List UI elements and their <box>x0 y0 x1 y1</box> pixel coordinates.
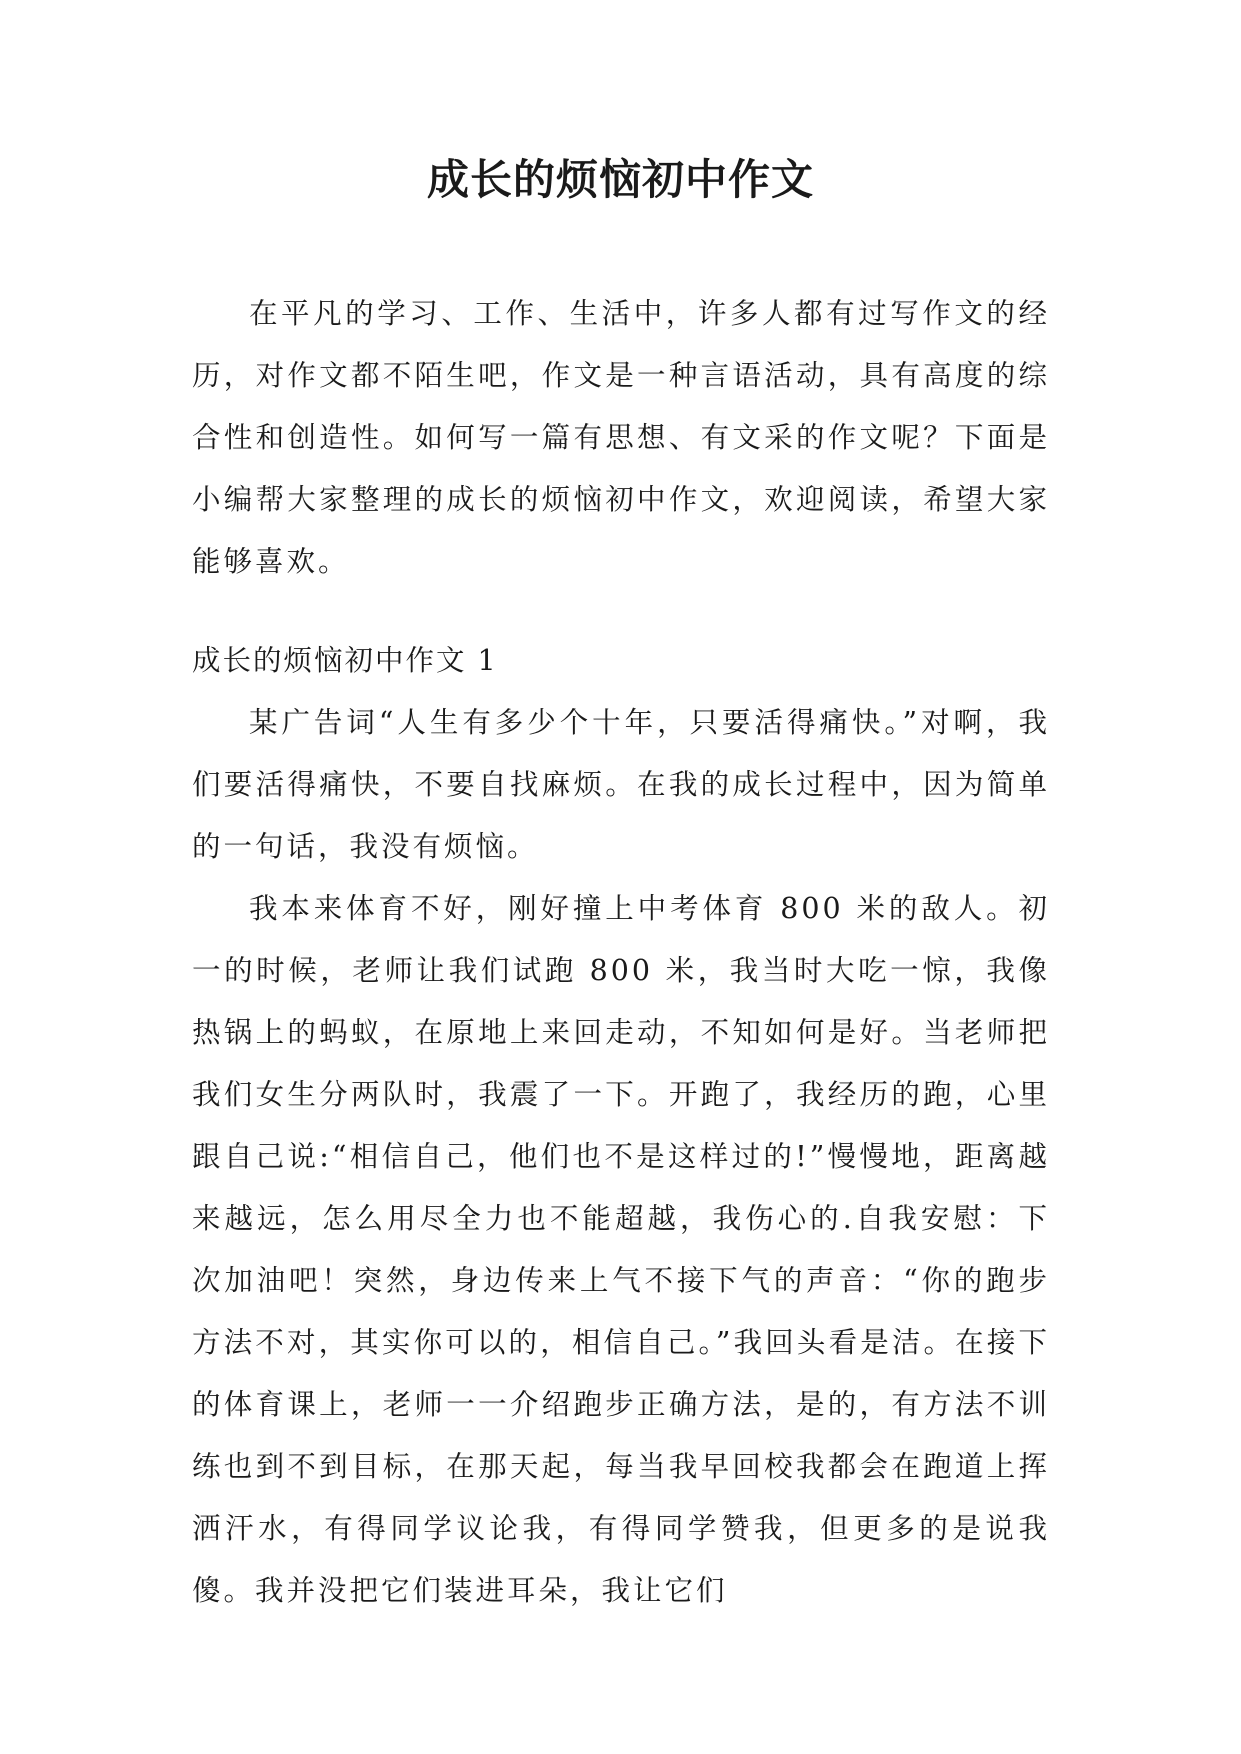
intro-section <box>192 283 1050 593</box>
essay-paragraph: 某广告词“人生有多少个十年，只要活得痛快。”对啊，我们要活得痛快，不要自找麻烦。在我的成长过程中，因为简单的一句话，我没有烦恼。 <box>192 706 1050 863</box>
document-title: 成长的烦恼初中作文 <box>426 155 814 204</box>
section-heading: 成长的烦恼初中作文 1 <box>192 644 498 677</box>
essay-body <box>192 692 1050 1622</box>
essay-paragraph: 我本来体育不好，刚好撞上中考体育 800 米的敌人。初一的时候，老师让我们试跑 800 米，我当时大吃一惊，我像热锅上的蚂蚁，在原地上来回走动，不知如何是好。当老师把我们女生分两队时，我震了一下。开跑了，我经历的跑，心里跟自己说:“相信自己，他们也不是这样过的!”慢慢地，距离越来越远，怎么用尽全力也不能超越，我伤心的.自我安慰：下次加油吧！突然，身边传来上气不接下气的声音：“你的跑步方法不对，其实你可以的，相信自己。”我回头看是洁。在接下的体育课上，老师一一介绍跑步正确方法，是的，有方法不训练也到不到目标，在那天起，每当我早回校我都会在跑道上挥洒汗水，有得同学议论我，有得同学赞我，但更多的是说我傻。我并没把它们装进耳朵，我让它们 <box>192 892 1050 1607</box>
intro-paragraph: 在平凡的学习、工作、生活中，许多人都有过写作文的经历，对作文都不陌生吧，作文是一种言语活动，具有高度的综合性和创造性。如何写一篇有思想、有文采的作文呢？下面是小编帮大家整理的成长的烦恼初中作文，欢迎阅读，希望大家能够喜欢。 <box>192 297 1050 578</box>
